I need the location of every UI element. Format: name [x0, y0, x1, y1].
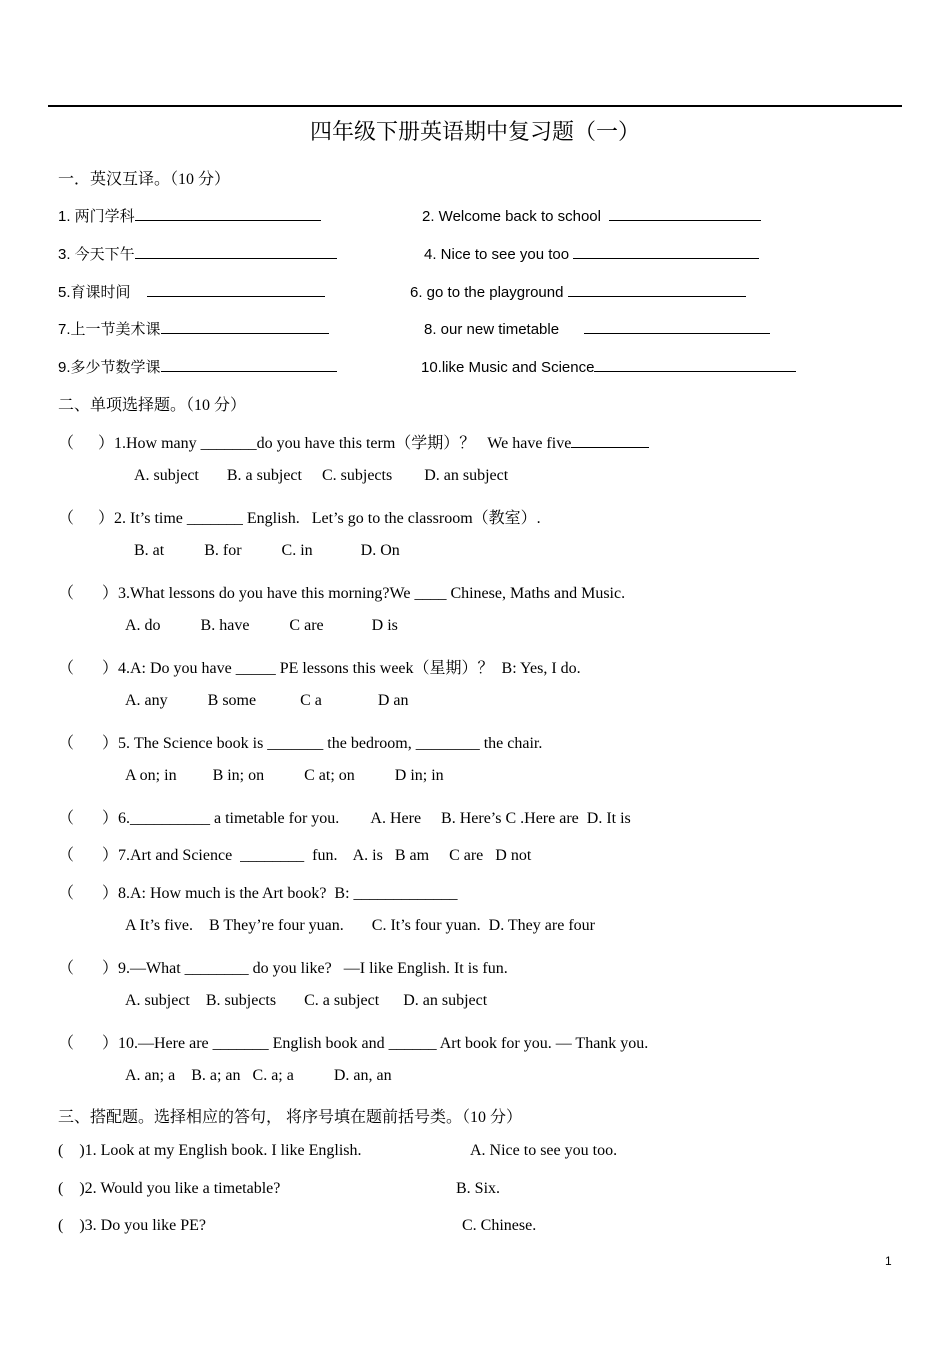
s1-item-8: 8. our new timetable: [424, 317, 770, 338]
s1-item-1: 1. 两门学科: [58, 204, 321, 226]
question-5: （ ）5. The Science book is _______ the bedroom, ________ the chair.: [58, 735, 543, 752]
s1-item-7: 7.上一节美术课: [58, 317, 329, 339]
question-8-options: A It’s five. B They’re four yuan. C. It’s four yuan. D. They are four: [125, 917, 595, 934]
s1-item-4: 4. Nice to see you too: [424, 242, 759, 263]
s1-item-6: 6. go to the playground: [410, 280, 746, 301]
question-9: （ ）9.—What ________ do you like? —I like English. It is fun.: [58, 960, 508, 977]
s1-item-10: 10.like Music and Science: [421, 355, 796, 376]
question-2: （ ）2. It’s time _______ English. Let’s go to the classroom（教室）.: [58, 510, 541, 527]
s1-item-9: 9.多少节数学课: [58, 355, 337, 377]
s1-item-3: 3. 今天下午: [58, 242, 337, 264]
question-2-options: B. at B. for C. in D. On: [134, 542, 400, 559]
question-1: （ ）1.How many _______do you have this term（学期）？ We have five: [58, 430, 649, 453]
question-8: （ ）8.A: How much is the Art book? B: _____________: [58, 885, 458, 902]
section2-heading: 二、单项选择题。（10 分）: [58, 397, 247, 414]
top-rule: [48, 105, 902, 107]
question-5-options: A on; in B in; on C at; on D in; in: [125, 767, 444, 784]
question-9-options: A. subject B. subjects C. a subject D. an subject: [125, 992, 488, 1009]
question-4-options: A. any B some C a D an: [125, 692, 409, 709]
question-6: （ ）6.__________ a timetable for you. A. Here B. Here’s C .Here are D. It is: [58, 810, 631, 827]
match-answer-b: B. Six.: [456, 1180, 501, 1197]
question-10-options: A. an; a B. a; an C. a; a D. an, an: [125, 1067, 392, 1084]
question-1-options: A. subject B. a subject C. subjects D. an subject: [134, 467, 509, 484]
match-2: ( )2. Would you like a timetable?: [58, 1180, 281, 1197]
s1-item-2: 2. Welcome back to school: [422, 204, 761, 225]
section3-heading: 三、搭配题。选择相应的答句， 将序号填在题前括号类。（10 分）: [58, 1109, 523, 1126]
page-number: 1: [885, 1254, 892, 1268]
match-answer-a: A. Nice to see you too.: [470, 1142, 618, 1159]
page-title: 四年级下册英语期中复习题（一）: [309, 119, 640, 144]
section1-heading: 一．英汉互译。（10 分）: [58, 171, 231, 188]
s1-item-5: 5.育课时间: [58, 280, 325, 302]
match-3: ( )3. Do you like PE?: [58, 1217, 206, 1234]
question-7: （ ）7.Art and Science ________ fun. A. is B am C are D not: [58, 847, 532, 864]
question-10: （ ）10.—Here are _______ English book and ______ Art book for you. — Thank you.: [58, 1035, 649, 1052]
question-4: （ ）4.A: Do you have _____ PE lessons this week（星期）？ B: Yes, I do.: [58, 660, 581, 677]
match-1: ( )1. Look at my English book. I like English.: [58, 1142, 362, 1159]
question-3: （ ）3.What lessons do you have this morning?We ____ Chinese, Maths and Music.: [58, 585, 626, 602]
match-answer-c: C. Chinese.: [462, 1217, 537, 1234]
question-3-options: A. do B. have C are D is: [125, 617, 398, 634]
